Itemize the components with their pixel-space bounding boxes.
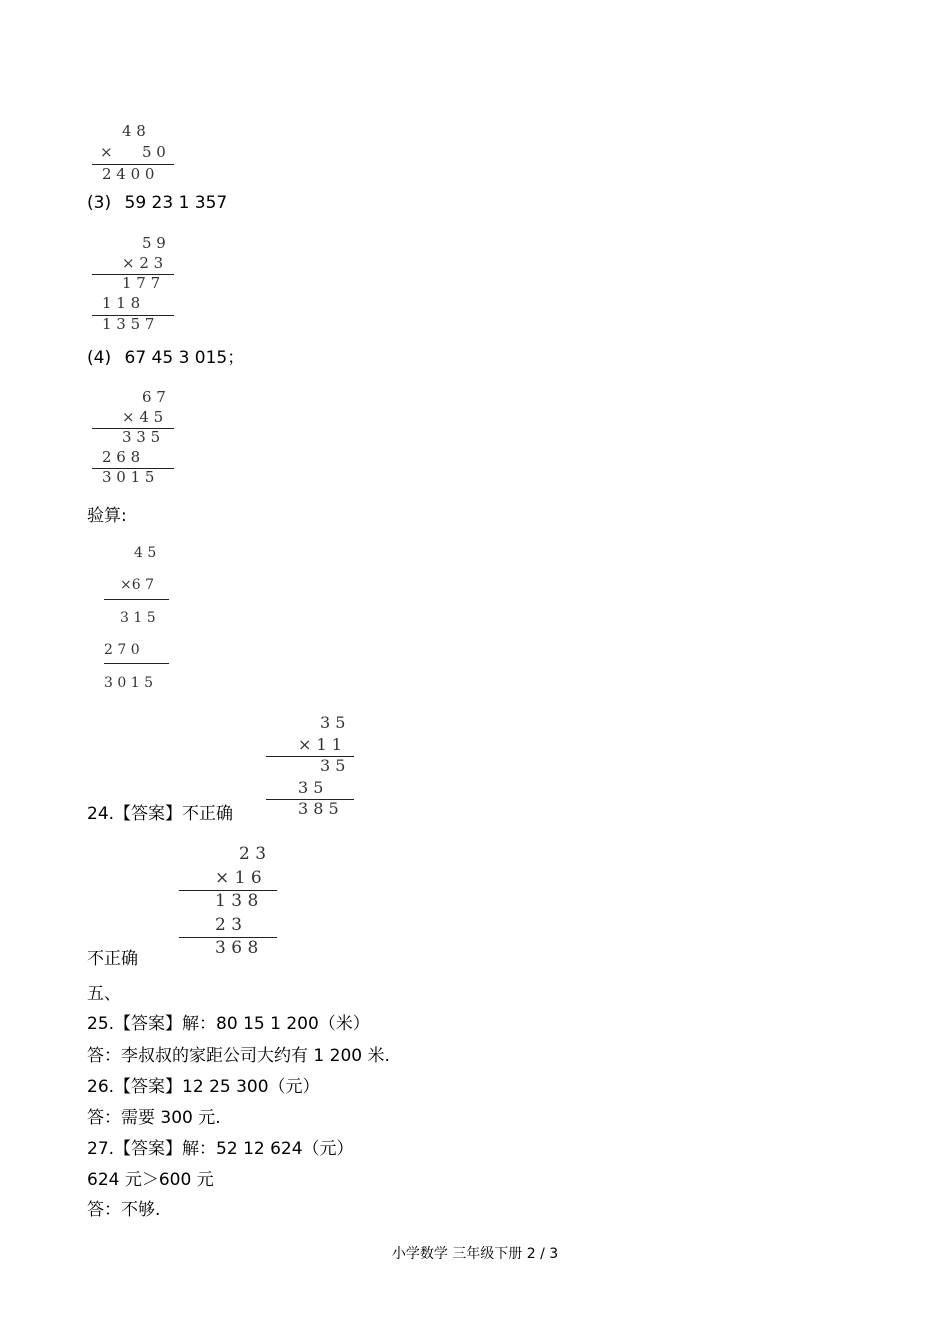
multiplicand: 4 5 bbox=[134, 545, 157, 561]
calc-rule bbox=[104, 599, 169, 600]
item-3-label: (3) bbox=[87, 193, 112, 213]
question-27-line-2: 624 元＞600 元 bbox=[87, 1170, 214, 1190]
vertical-multiplication-48x50 bbox=[92, 120, 177, 185]
check-label: 验算: bbox=[87, 506, 127, 526]
question-25-line-2: 答：李叔叔的家距公司大约有 1 200 米. bbox=[87, 1046, 390, 1066]
item-4-text: 67 45 3 015； bbox=[124, 348, 245, 368]
vertical-multiplication-59x23 bbox=[92, 232, 177, 337]
product: 3 8 5 bbox=[298, 799, 339, 818]
section-five-heading: 五、 bbox=[87, 984, 121, 1004]
multiplicand: 4 8 bbox=[122, 122, 146, 140]
partial-product-2: 3 5 bbox=[298, 778, 324, 797]
product: 3 0 1 5 bbox=[102, 468, 155, 486]
vertical-multiplication-35x11 bbox=[266, 711, 361, 821]
multiplicand: 6 7 bbox=[142, 388, 166, 406]
question-26-line-1: 26.【答案】12 25 300（元） bbox=[87, 1077, 320, 1097]
product: 3 0 1 5 bbox=[104, 675, 153, 691]
partial-product-1: 3 5 bbox=[320, 756, 346, 775]
question-27-line-3: 答：不够. bbox=[87, 1200, 161, 1220]
multiplicand: 5 9 bbox=[142, 234, 166, 252]
vertical-multiplication-23x16 bbox=[179, 842, 284, 962]
partial-product-2: 2 3 bbox=[215, 915, 243, 935]
partial-product-1: 3 3 5 bbox=[122, 428, 161, 446]
multiplicand: 3 5 bbox=[320, 713, 346, 732]
question-24-answer: 24.【答案】不正确 bbox=[87, 804, 234, 824]
partial-product-2: 2 6 8 bbox=[102, 448, 141, 466]
multiplier: 5 0 bbox=[142, 143, 166, 161]
multiplier: × 4 5 bbox=[122, 408, 164, 426]
partial-product-1: 1 3 8 bbox=[215, 891, 259, 911]
multiplier: ×6 7 bbox=[120, 577, 154, 593]
product: 3 6 8 bbox=[215, 938, 259, 958]
multiplier: × 2 3 bbox=[122, 254, 164, 272]
item-4 bbox=[87, 348, 244, 368]
product: 2 4 0 0 bbox=[102, 165, 155, 183]
calc-rule bbox=[104, 663, 169, 664]
partial-product-2: 2 7 0 bbox=[104, 642, 140, 658]
question-26-line-2: 答：需要 300 元. bbox=[87, 1108, 221, 1128]
multiply-sign: × bbox=[100, 143, 113, 161]
multiplier: × 1 1 bbox=[298, 735, 342, 754]
question-25-line-1: 25.【答案】解：80 15 1 200（米） bbox=[87, 1014, 370, 1034]
partial-product-1: 3 1 5 bbox=[120, 610, 156, 626]
item-3-text: 59 23 1 357 bbox=[124, 193, 228, 213]
product: 1 3 5 7 bbox=[102, 315, 155, 333]
item-4-label: (4) bbox=[87, 348, 112, 368]
partial-product-2: 1 1 8 bbox=[102, 294, 141, 312]
vertical-multiplication-45x67 bbox=[104, 543, 174, 698]
multiplicand: 2 3 bbox=[239, 844, 267, 864]
multiplier: × 1 6 bbox=[215, 868, 262, 888]
item-3 bbox=[87, 193, 227, 213]
question-27-line-1: 27.【答案】解：52 12 624（元） bbox=[87, 1139, 354, 1159]
vertical-multiplication-67x45 bbox=[92, 386, 177, 491]
partial-product-1: 1 7 7 bbox=[122, 274, 161, 292]
page-footer: 小学数学 三年级下册 2 / 3 bbox=[391, 1246, 559, 1262]
question-24-second-answer: 不正确 bbox=[87, 949, 138, 969]
